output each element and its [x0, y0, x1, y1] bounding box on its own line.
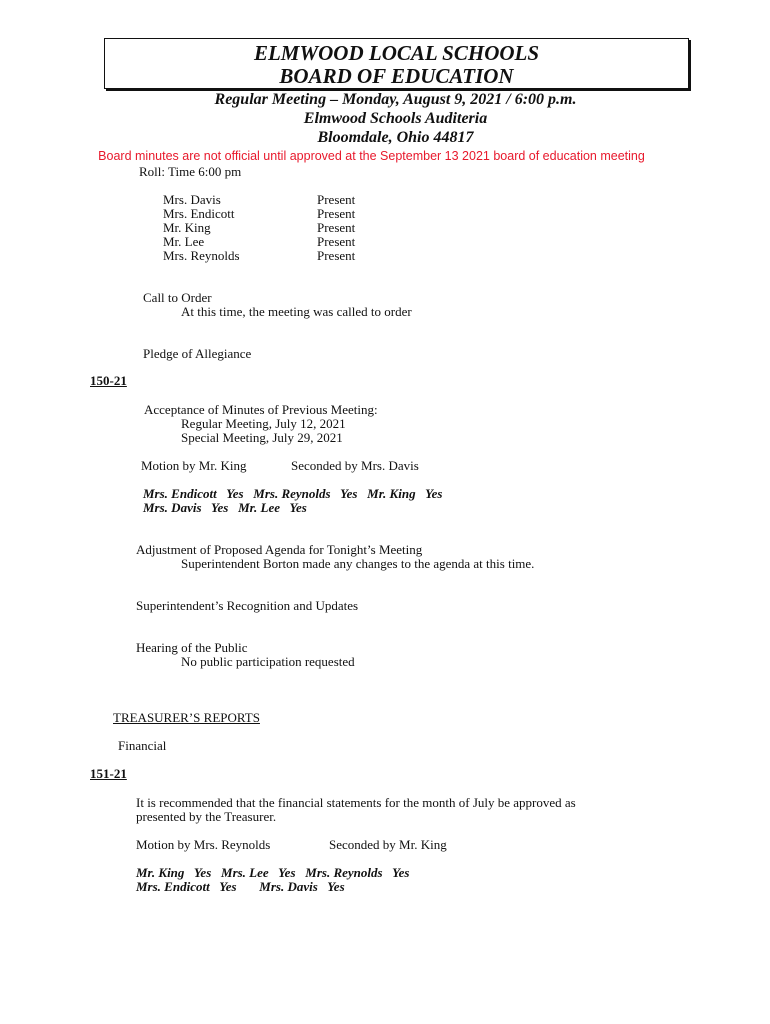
minutes-line: Regular Meeting, July 12, 2021	[181, 416, 346, 431]
public-heading: Hearing of the Public	[136, 640, 248, 655]
roll-heading: Roll: Time 6:00 pm	[139, 164, 242, 179]
resolution-number: 151-21	[90, 766, 127, 781]
title-box	[104, 38, 689, 89]
city-line: Bloomdale, Ohio 44817	[317, 129, 474, 146]
member-name: Mr. Lee	[163, 234, 205, 249]
member-status: Present	[317, 248, 356, 263]
superintendent-heading: Superintendent’s Recognition and Updates	[136, 598, 359, 613]
resolution-text: presented by the Treasurer.	[136, 809, 277, 824]
title-line-1: ELMWOOD LOCAL SCHOOLS	[253, 41, 540, 65]
vote-line: Mrs. Davis Yes Mr. Lee Yes	[143, 500, 307, 515]
motion-text: Motion by Mr. King	[141, 458, 247, 473]
member-name: Mrs. Reynolds	[163, 248, 240, 263]
call-to-order-text: At this time, the meeting was called to order	[181, 304, 412, 319]
vote-line: Mrs. Endicott Yes Mrs. Davis Yes	[136, 879, 345, 894]
member-name: Mrs. Davis	[163, 192, 221, 207]
agenda-text: Superintendent Borton made any changes to the agenda at this time.	[181, 556, 535, 571]
treasurer-heading: TREASURER’S REPORTS	[113, 710, 260, 725]
header-rule	[104, 88, 689, 89]
public-text: No public participation requested	[181, 654, 355, 669]
financial-label: Financial	[118, 738, 167, 753]
minutes-line: Special Meeting, July 29, 2021	[181, 430, 343, 445]
vote-line: Mrs. Endicott Yes Mrs. Reynolds Yes Mr. King Yes	[143, 486, 443, 501]
member-status: Present	[317, 220, 356, 235]
pledge-heading: Pledge of Allegiance	[143, 346, 252, 361]
resolution-text: It is recommended that the financial statements for the month of July be approved as	[136, 795, 576, 810]
second-text: Seconded by Mrs. Davis	[291, 458, 419, 473]
member-name: Mr. King	[163, 220, 211, 235]
member-status: Present	[317, 192, 356, 207]
motion-text: Motion by Mrs. Reynolds	[136, 837, 271, 852]
location-line: Elmwood Schools Auditeria	[303, 110, 488, 127]
vote-line: Mr. King Yes Mrs. Lee Yes Mrs. Reynolds Yes	[136, 865, 410, 880]
member-status: Present	[317, 234, 356, 249]
agenda-heading: Adjustment of Proposed Agenda for Tonight’s Meeting	[136, 542, 423, 557]
title-line-2: BOARD OF EDUCATION	[279, 64, 514, 88]
second-text: Seconded by Mr. King	[329, 837, 447, 852]
minutes-heading: Acceptance of Minutes of Previous Meeting:	[144, 402, 378, 417]
meeting-line: Regular Meeting – Monday, August 9, 2021 / 6:00 p.m.	[214, 91, 577, 108]
resolution-number: 150-21	[90, 373, 127, 388]
member-name: Mrs. Endicott	[163, 206, 235, 221]
member-status: Present	[317, 206, 356, 221]
unofficial-notice: Board minutes are not official until approved at the September 13 2021 board of education meeting	[98, 149, 645, 163]
call-to-order-heading: Call to Order	[143, 290, 212, 305]
